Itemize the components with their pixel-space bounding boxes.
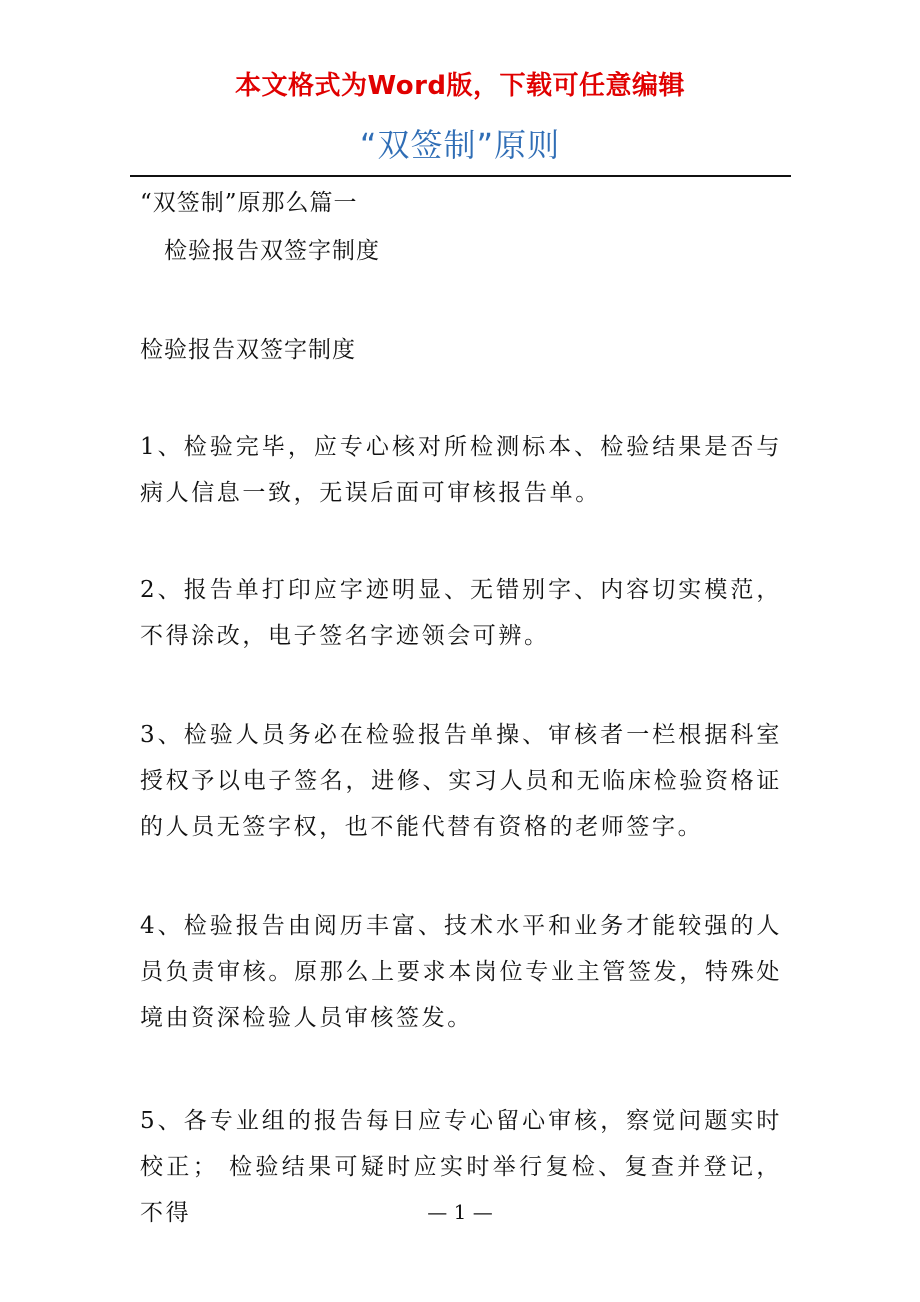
paragraph-5: 5、各专业组的报告每日应专心留心审核，察觉问题实时校正； 检验结果可疑时应实时举行复检、复查并登记，不得 (140, 1108, 782, 1226)
paragraph-2: 2、报告单打印应字迹明显、无错别字、内容切实模范，不得涂改，电子签名字迹领会可辨。 (140, 577, 782, 649)
body-heading: 检验报告双签字制度 (140, 337, 356, 363)
paragraph-4: 4、检验报告由阅历丰富、技术水平和业务才能较强的人员负责审核。原那么上要求本岗位专业主管签发，特殊处境由资深检验人员审核签发。 (140, 913, 782, 1031)
section-subtitle: 检验报告双签字制度 (164, 238, 380, 264)
paragraph-3: 3、检验人员务必在检验报告单操、审核者一栏根据科室授权予以电子签名，进修、实习人员和无临床检验资格证的人员无签字权，也不能代替有资格的老师签字。 (140, 722, 782, 840)
format-banner: 本文格式为Word版，下载可任意编辑 (234, 71, 686, 101)
document-title: “双签制”原则 (359, 126, 561, 164)
page-number: — 1 — (427, 1200, 493, 1224)
section-heading: “双签制”原那么篇一 (140, 190, 358, 216)
paragraph-1: 1、检验完毕，应专心核对所检测标本、检验结果是否与病人信息一致，无误后面可审核报告单。 (140, 434, 782, 506)
title-divider (130, 175, 791, 177)
